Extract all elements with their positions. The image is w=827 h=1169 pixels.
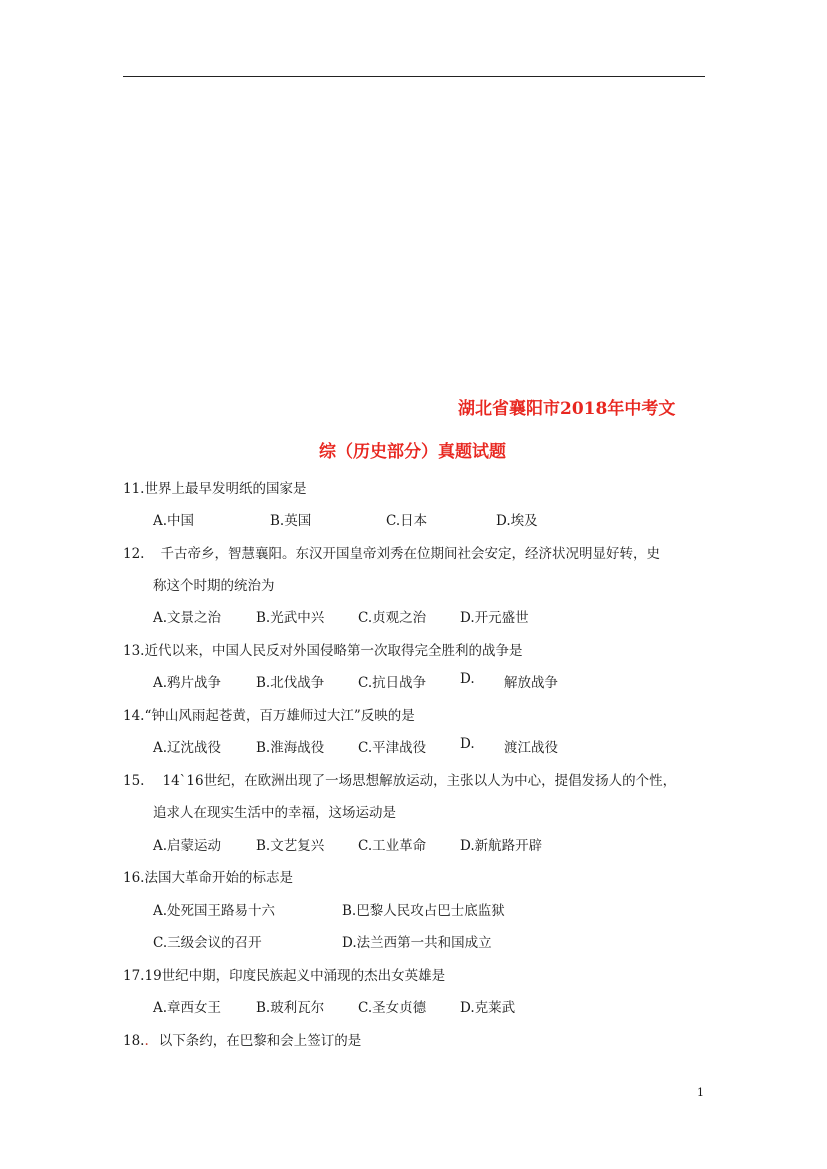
option-b: B.玻利瓦尔 — [256, 1000, 325, 1016]
option-c: C.圣女贞德 — [358, 1000, 427, 1016]
question-number: 17. — [123, 968, 145, 984]
question-13 — [123, 639, 522, 659]
option-a: A.鸦片战争 — [153, 675, 222, 691]
question-number: 15. — [123, 773, 145, 789]
question-text: 千古帝乡，智慧襄阳。东汉开国皇帝刘秀在位期间社会安定，经济状况明显好转，史 — [160, 546, 660, 562]
option-a: A.中国 — [153, 513, 195, 529]
option-d: D. — [460, 736, 475, 752]
question-number: 14. — [123, 708, 145, 724]
option-d-text: 渡江战役 — [504, 740, 558, 756]
stray-mark: . — [144, 1033, 149, 1049]
header-rule — [123, 76, 705, 77]
option-a: A.启蒙运动 — [153, 838, 222, 854]
option-d-text: 解放战争 — [504, 675, 558, 691]
question-14 — [123, 704, 415, 724]
question-number: 16. — [123, 870, 145, 886]
option-b: B.巴黎人民攻占巴士底监狱 — [342, 903, 505, 919]
question-text: 以下条约，在巴黎和会上签订的是 — [158, 1033, 362, 1049]
page-title-line-2: 综（历史部分）真题试题 — [319, 442, 506, 462]
option-d: D.埃及 — [496, 513, 538, 529]
question-12-continued: 称这个时期的统治为 — [153, 578, 275, 594]
option-b: B.光武中兴 — [256, 610, 325, 626]
question-18 — [123, 1029, 361, 1049]
question-11 — [123, 477, 306, 497]
option-d: D.新航路开辟 — [460, 838, 543, 854]
question-number: 12. — [123, 546, 145, 562]
question-text: 19世纪中期，印度民族起义中涌现的杰出女英雄是 — [144, 968, 446, 984]
option-c: C.平津战役 — [358, 740, 427, 756]
question-12 — [123, 542, 660, 562]
option-c: C.工业革命 — [358, 838, 427, 854]
option-c: C.日本 — [386, 513, 428, 529]
question-text: 世界上最早发明纸的国家是 — [144, 481, 307, 497]
option-a: A.文景之治 — [153, 610, 222, 626]
option-c: C.贞观之治 — [358, 610, 427, 626]
option-b: B.淮海战役 — [256, 740, 325, 756]
option-a: A.章西女王 — [153, 1000, 222, 1016]
option-a: A.处死国王路易十六 — [153, 903, 276, 919]
question-text: “钟山风雨起苍黄，百万雄师过大江”反映的是 — [144, 708, 415, 724]
question-15 — [123, 769, 676, 789]
page-title-line-1: 湖北省襄阳市2018年中考文 — [458, 399, 676, 419]
option-b: B.英国 — [270, 513, 312, 529]
option-d: D.克莱武 — [460, 1000, 516, 1016]
option-d: D.开元盛世 — [460, 610, 529, 626]
option-a: A.辽沈战役 — [153, 740, 222, 756]
question-15-continued: 追求人在现实生活中的幸福，这场运动是 — [153, 805, 396, 821]
question-number: 11. — [123, 481, 145, 497]
question-16 — [123, 866, 293, 886]
option-b: B.文艺复兴 — [256, 838, 325, 854]
page-number: 1 — [697, 1086, 704, 1099]
option-b: B.北伐战争 — [256, 675, 325, 691]
question-text: 14`16世纪，在欧洲出现了一场思想解放运动，主张以人为中心，提倡发扬人的个性， — [162, 773, 677, 789]
option-c: C.三级会议的召开 — [153, 935, 262, 951]
question-17 — [123, 964, 445, 984]
question-number: 13. — [123, 643, 145, 659]
option-d: D.法兰西第一共和国成立 — [342, 935, 492, 951]
question-number: 18. — [123, 1033, 145, 1049]
question-text: 法国大革命开始的标志是 — [144, 870, 293, 886]
option-c: C.抗日战争 — [358, 675, 427, 691]
question-text: 近代以来，中国人民反对外国侵略第一次取得完全胜利的战争是 — [144, 643, 523, 659]
option-d: D. — [460, 671, 475, 687]
